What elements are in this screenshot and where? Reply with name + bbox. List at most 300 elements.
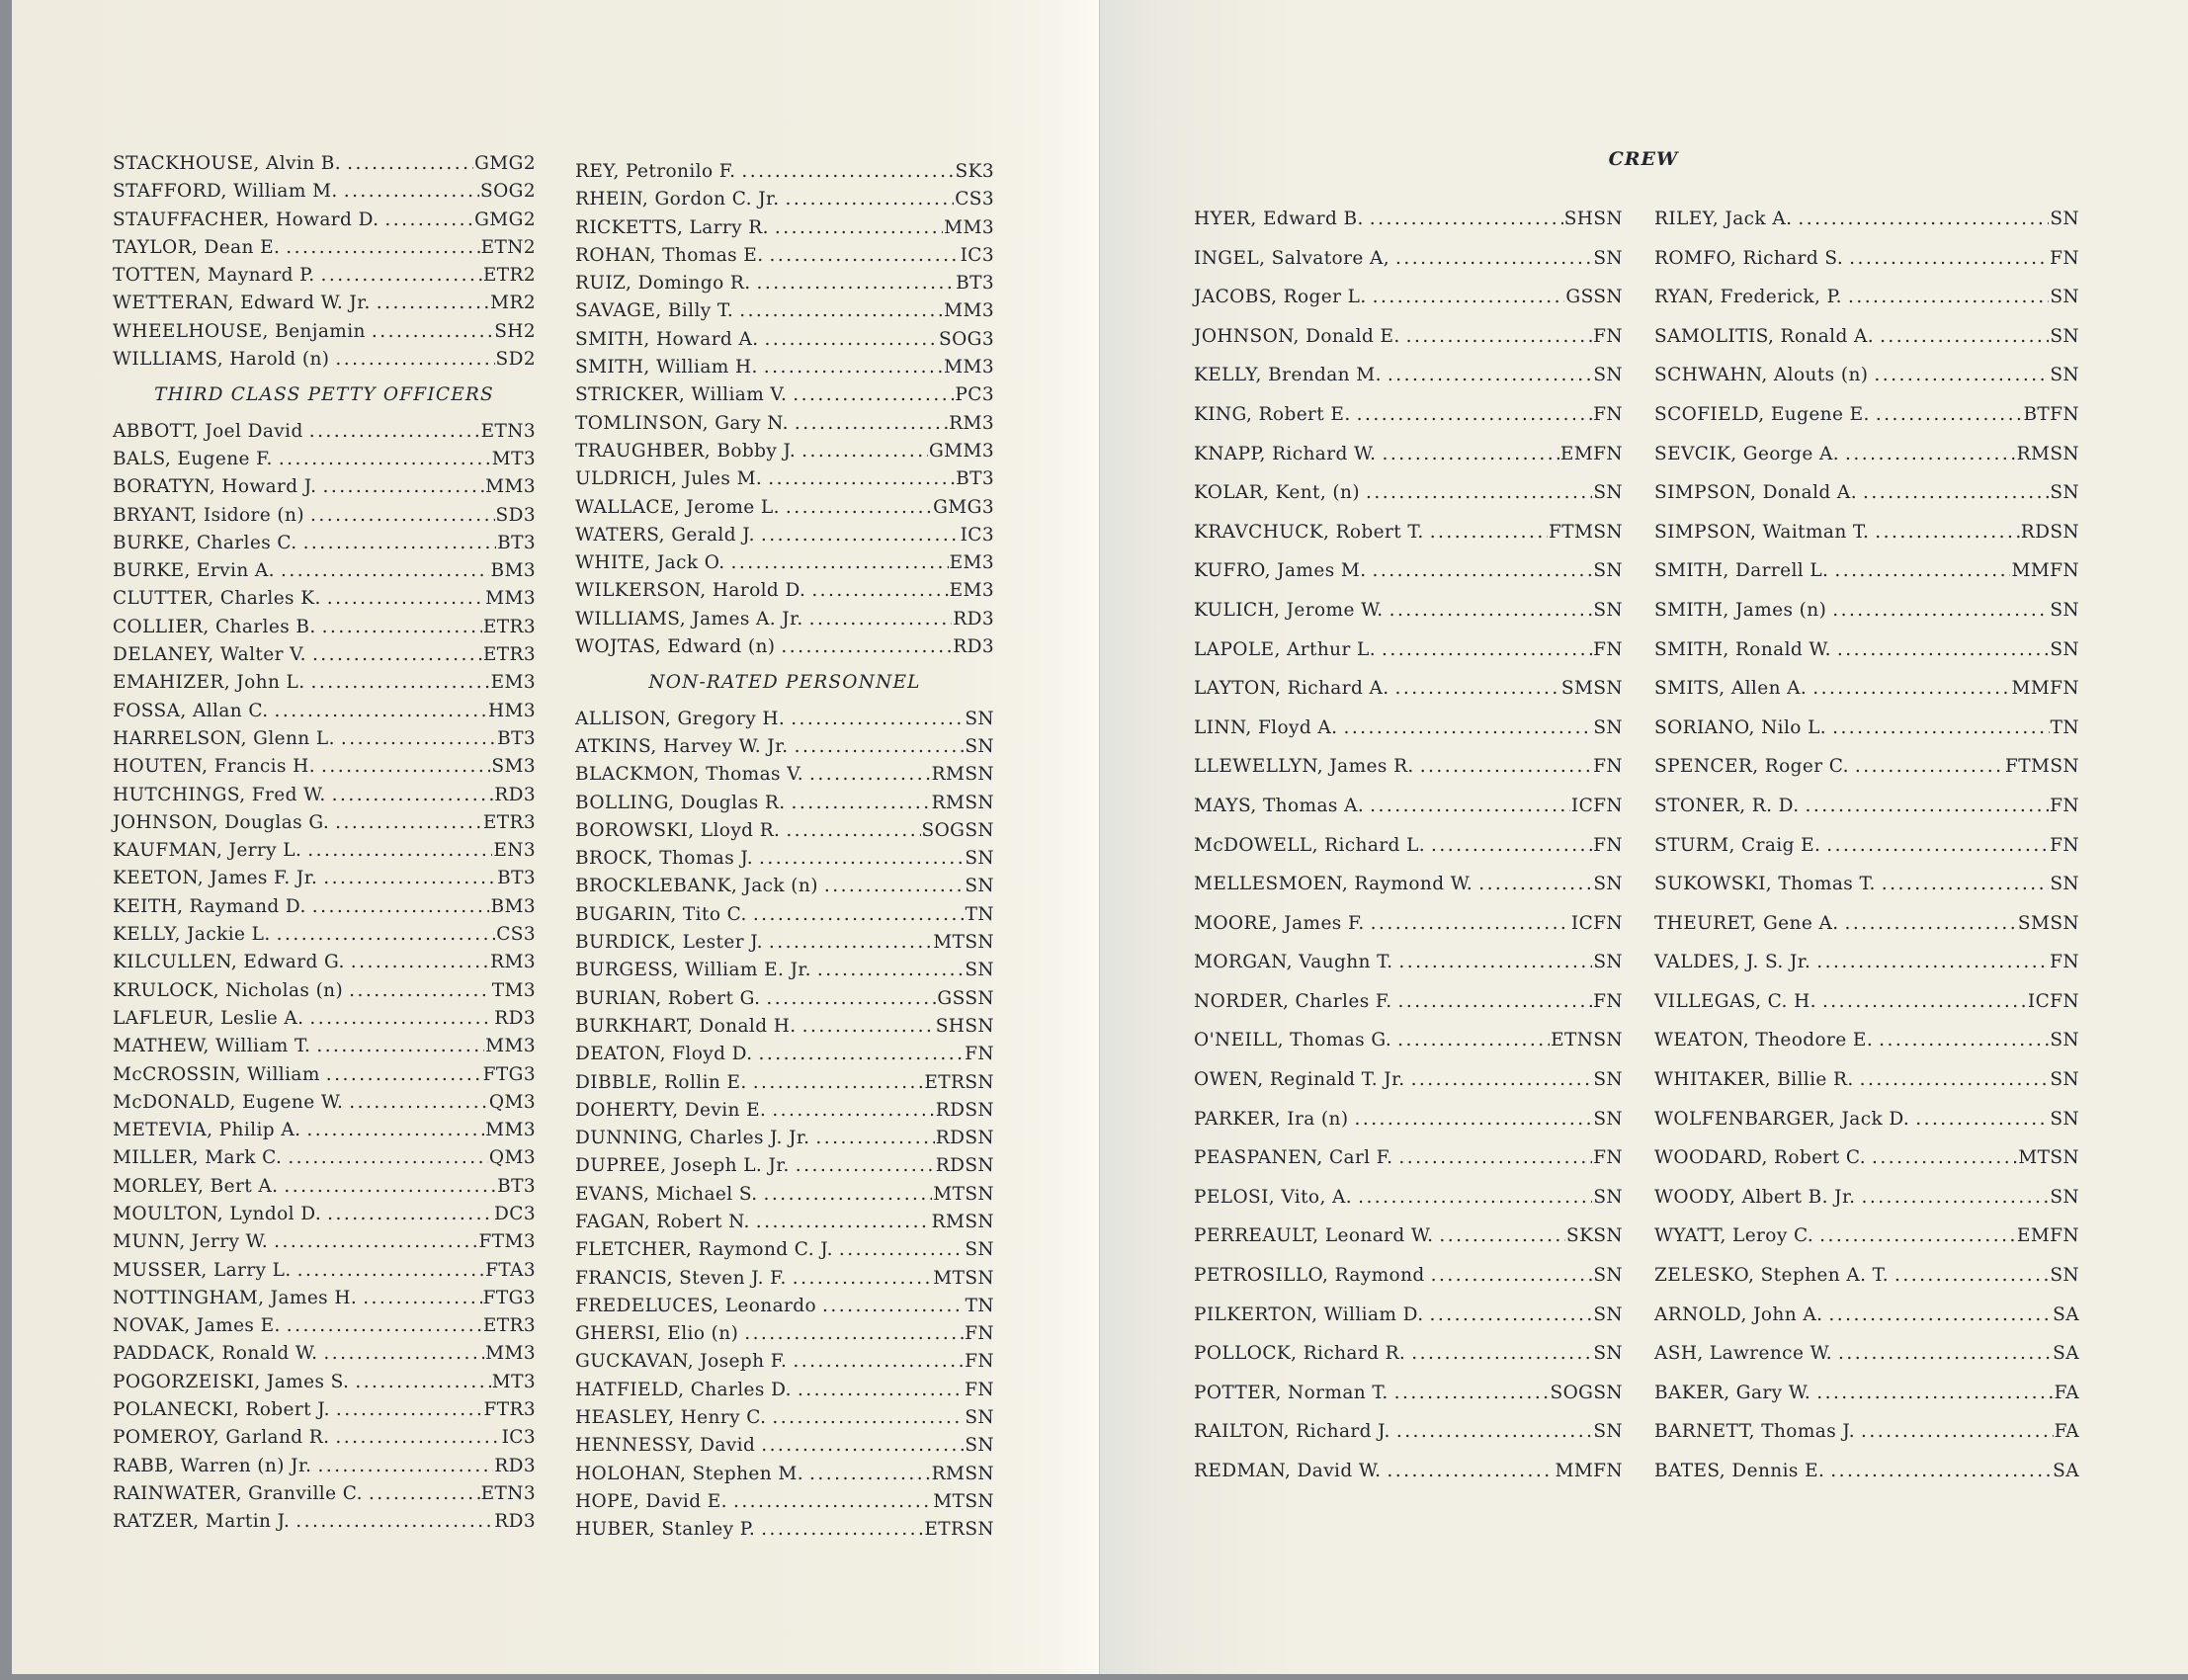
- crew-member-rate: TN: [965, 903, 994, 925]
- dot-leader: [786, 494, 932, 522]
- crew-member-name: SMITH, Ronald W.: [1654, 638, 1831, 660]
- crew-member-rate: BM3: [490, 895, 536, 917]
- crew-member-name: ROMFO, Richard S.: [1654, 247, 1844, 269]
- crew-member-name: DOHERTY, Devin E.: [575, 1099, 767, 1121]
- dot-leader: [288, 1144, 488, 1172]
- crew-member-rate: RMSN: [2016, 443, 2079, 464]
- crew-member-name: BALS, Eugene F.: [113, 448, 273, 469]
- crew-member-rate: FN: [1593, 403, 1623, 425]
- roster-entry: [1194, 1021, 1623, 1060]
- crew-member-rate: RMSN: [931, 792, 994, 813]
- crew-member-name: COLLIER, Charles B.: [113, 616, 316, 637]
- roster-entry: [113, 669, 536, 697]
- roster-entry: [113, 977, 536, 1005]
- roster-entry: [113, 1285, 536, 1312]
- dot-leader: [309, 418, 480, 446]
- crew-member-name: WEATON, Theodore E.: [1654, 1030, 1874, 1051]
- crew-member-rate: EMFN: [2016, 1225, 2079, 1247]
- dot-leader: [1845, 904, 2017, 944]
- crew-member-name: ROHAN, Thomas E.: [575, 244, 764, 266]
- dot-leader: [327, 585, 484, 613]
- crew-member-rate: SN: [2050, 638, 2079, 660]
- dot-leader: [1837, 630, 2049, 670]
- roster-entry: [575, 1041, 994, 1068]
- crew-member-rate: MM3: [944, 300, 994, 322]
- dot-leader: [756, 1209, 931, 1236]
- dot-leader: [1430, 513, 1548, 552]
- crew-member-rate: SN: [965, 876, 994, 897]
- crew-member-rate: RD3: [953, 636, 994, 658]
- dot-leader: [1406, 317, 1593, 357]
- dot-leader: [277, 921, 496, 949]
- crew-member-rate: BT3: [956, 468, 994, 490]
- dot-leader: [1396, 1412, 1593, 1452]
- dot-leader: [1395, 669, 1560, 709]
- roster-entry: [575, 1069, 994, 1097]
- dot-leader: [741, 158, 954, 186]
- roster-entry: [113, 698, 536, 725]
- crew-member-name: POLLOCK, Richard R.: [1194, 1343, 1406, 1365]
- crew-member-rate: MM3: [944, 216, 994, 238]
- crew-member-name: HARRELSON, Glenn L.: [113, 727, 335, 749]
- crew-member-rate: RD3: [494, 1455, 536, 1476]
- crew-member-rate: MM3: [485, 1036, 536, 1057]
- roster-entry: [1194, 709, 1623, 748]
- dot-leader: [1430, 1296, 1593, 1335]
- dot-leader: [312, 893, 490, 921]
- roster-entry: [575, 494, 994, 522]
- roster-entry: [113, 921, 536, 949]
- roster-entry: [1194, 1060, 1623, 1100]
- crew-member-rate: BT3: [497, 868, 536, 889]
- right-column-1: [1194, 200, 1623, 1491]
- crew-member-name: CLUTTER, Charles K.: [113, 588, 321, 610]
- dot-leader: [1382, 630, 1592, 670]
- roster-entry: [575, 957, 994, 984]
- crew-member-name: WHITAKER, Billie R.: [1654, 1069, 1854, 1091]
- crew-member-name: PADDACK, Ronald W.: [113, 1343, 318, 1365]
- crew-member-rate: SN: [2050, 874, 2079, 895]
- crew-member-name: MORLEY, Bert A.: [113, 1175, 279, 1197]
- crew-member-rate: EM3: [949, 552, 994, 574]
- roster-entry: [575, 1152, 994, 1180]
- dot-leader: [1816, 1374, 2053, 1413]
- roster-entry: [113, 1480, 536, 1508]
- dot-leader: [284, 1173, 496, 1201]
- crew-member-name: TOTTEN, Maynard P.: [113, 265, 315, 287]
- crew-member-rate: QM3: [488, 1091, 536, 1113]
- crew-member-rate: SN: [1593, 1186, 1623, 1208]
- dot-leader: [351, 949, 489, 976]
- dot-leader: [1370, 787, 1570, 826]
- crew-member-rate: RMSN: [931, 764, 994, 786]
- dot-leader: [769, 242, 959, 270]
- crew-member-name: PERREAULT, Leonard W.: [1194, 1225, 1434, 1247]
- roster-entry: [575, 1461, 994, 1488]
- crew-member-name: STAUFFACHER, Howard D.: [113, 209, 379, 230]
- crew-member-name: KING, Robert E.: [1194, 403, 1351, 425]
- crew-member-name: FREDELUCES, Leonardo: [575, 1295, 817, 1316]
- roster-entry: [575, 1516, 994, 1544]
- crew-member-rate: RD3: [494, 1007, 536, 1029]
- crew-member-rate: HM3: [487, 700, 536, 721]
- crew-member-rate: FTMSN: [1549, 521, 1623, 543]
- dot-leader: [768, 465, 955, 493]
- crew-member-name: MILLER, Mark C.: [113, 1147, 283, 1169]
- crew-member-name: ABBOTT, Joel David: [113, 420, 303, 442]
- crew-member-name: WYATT, Leroy C.: [1654, 1225, 1814, 1247]
- dot-leader: [795, 733, 965, 761]
- dot-leader: [1370, 200, 1563, 239]
- roster-entry: [1654, 278, 2079, 317]
- roster-entry: [575, 577, 994, 605]
- roster-entry: [1654, 473, 2079, 513]
- crew-member-rate: SN: [2050, 1108, 2079, 1130]
- dot-leader: [1882, 865, 2050, 904]
- crew-member-name: REDMAN, David W.: [1194, 1461, 1382, 1481]
- dot-leader: [303, 530, 497, 557]
- crew-member-rate: MR2: [490, 293, 536, 314]
- roster-entry: [1194, 435, 1623, 474]
- roster-entry: [1654, 747, 2079, 787]
- roster-entry: [1654, 1178, 2079, 1218]
- roster-entry: [575, 297, 994, 325]
- crew-member-rate: MTSN: [933, 932, 994, 954]
- crew-member-rate: SN: [2050, 365, 2079, 386]
- roster-entry: [1654, 1412, 2079, 1452]
- dot-leader: [327, 1201, 493, 1228]
- roster-entry: [1194, 1256, 1623, 1296]
- crew-member-name: WOJTAS, Edward (n): [575, 636, 776, 658]
- crew-member-rate: FN: [2050, 795, 2079, 816]
- roster-entry: [1194, 200, 1623, 239]
- crew-member-rate: SN: [1593, 1108, 1623, 1130]
- roster-entry: [1654, 787, 2079, 826]
- crew-member-name: STAFFORD, William M.: [113, 181, 338, 203]
- crew-member-rate: FTG3: [482, 1287, 536, 1308]
- crew-member-rate: MM3: [485, 588, 536, 610]
- roster-entry: [1654, 395, 2079, 435]
- dot-leader: [1915, 1100, 2049, 1139]
- crew-member-name: JACOBS, Roger L.: [1194, 287, 1367, 308]
- dot-leader: [1398, 982, 1593, 1022]
- roster-entry: [1654, 1217, 2079, 1256]
- dot-leader: [1389, 591, 1593, 630]
- dot-leader: [1828, 1296, 2052, 1335]
- dot-leader: [1826, 826, 2049, 866]
- roster-entry: [1654, 904, 2079, 944]
- roster-entry: [1654, 1296, 2079, 1335]
- crew-member-name: HOLOHAN, Stephen M.: [575, 1463, 803, 1484]
- dot-leader: [1845, 435, 2016, 474]
- roster-entry: [113, 1201, 536, 1228]
- crew-member-name: ZELESKO, Stephen A. T.: [1654, 1265, 1889, 1287]
- crew-member-rate: FN: [965, 1379, 994, 1400]
- dot-leader: [344, 178, 479, 206]
- crew-member-name: MUSSER, Larry L.: [113, 1259, 292, 1281]
- crew-member-name: WOODY, Albert B. Jr.: [1654, 1186, 1856, 1208]
- crew-member-rate: ETR3: [482, 1315, 536, 1337]
- dot-leader: [286, 234, 479, 262]
- dot-leader: [744, 1320, 964, 1348]
- crew-member-rate: SN: [2050, 325, 2079, 347]
- roster-entry: [113, 418, 536, 446]
- roster-entry: [1654, 435, 2079, 474]
- roster-entry: [575, 606, 994, 633]
- roster-entry: [1194, 1217, 1623, 1256]
- crew-member-name: LAYTON, Richard A.: [1194, 678, 1389, 700]
- crew-member-rate: SN: [965, 1407, 994, 1429]
- dot-leader: [309, 1005, 493, 1033]
- crew-member-name: FAGAN, Robert N.: [575, 1211, 750, 1232]
- dot-leader: [824, 873, 964, 900]
- dot-leader: [1371, 904, 1570, 944]
- crew-member-name: SCOFIELD, Eugene E.: [1654, 403, 1870, 425]
- crew-member-rate: SN: [965, 735, 994, 757]
- crew-member-name: WHITE, Jack O.: [575, 552, 725, 574]
- dot-leader: [1894, 1256, 2049, 1296]
- crew-member-name: KEETON, James F. Jr.: [113, 868, 318, 889]
- dot-leader: [316, 1033, 484, 1060]
- crew-member-rate: SOG2: [480, 181, 536, 203]
- crew-title: CREW: [1608, 148, 1679, 170]
- crew-member-rate: FTA3: [485, 1259, 536, 1281]
- dot-leader: [1838, 1334, 2052, 1374]
- roster-entry: [113, 502, 536, 530]
- crew-member-name: TRAUGHBER, Bobby J.: [575, 440, 797, 462]
- crew-member-rate: SOGSN: [921, 819, 994, 841]
- crew-member-rate: SN: [1593, 560, 1623, 582]
- crew-member-name: SAVAGE, Billy T.: [575, 300, 734, 322]
- roster-entry: [1194, 1178, 1623, 1218]
- crew-member-name: FRANCIS, Steven J. F.: [575, 1267, 787, 1289]
- roster-entry: [113, 809, 536, 837]
- dot-leader: [384, 207, 473, 234]
- roster-entry: [575, 1377, 994, 1404]
- dot-leader: [772, 1404, 964, 1432]
- dot-leader: [279, 446, 491, 473]
- roster-entry: [575, 410, 994, 438]
- crew-member-name: RUIZ, Domingo R.: [575, 273, 751, 294]
- roster-entry: [1194, 239, 1623, 279]
- roster-entry: [113, 641, 536, 669]
- roster-entry: [113, 207, 536, 234]
- roster-entry: [1194, 356, 1623, 395]
- crew-member-rate: FN: [965, 1044, 994, 1065]
- dot-leader: [369, 1480, 480, 1508]
- dot-leader: [792, 790, 931, 817]
- dot-leader: [1366, 473, 1592, 513]
- crew-member-rate: BT3: [956, 273, 994, 294]
- roster-entry: [1194, 513, 1623, 552]
- dot-leader: [1816, 943, 2049, 982]
- crew-member-name: VILLEGAS, C. H.: [1654, 990, 1816, 1012]
- roster-entry: [1194, 1100, 1623, 1139]
- crew-member-rate: SN: [2050, 482, 2079, 504]
- dot-leader: [1855, 747, 2004, 787]
- crew-member-rate: FN: [2050, 834, 2079, 856]
- roster-entry: [113, 782, 536, 809]
- dot-leader: [759, 845, 964, 873]
- dot-leader: [1420, 747, 1592, 787]
- roster-entry: [113, 1228, 536, 1256]
- booklet-spread: [12, 0, 2188, 1674]
- dot-leader: [341, 725, 496, 753]
- crew-member-rate: MTSN: [933, 1183, 994, 1205]
- crew-member-name: POTTER, Norman T.: [1194, 1382, 1389, 1403]
- roster-entry: [1194, 826, 1623, 866]
- crew-member-rate: GMG2: [474, 209, 536, 230]
- roster-entry: [575, 242, 994, 270]
- roster-entry: [1194, 943, 1623, 982]
- dot-leader: [322, 473, 484, 501]
- crew-member-rate: TN: [965, 1295, 994, 1316]
- crew-member-name: EVANS, Michael S.: [575, 1183, 758, 1205]
- crew-member-rate: RMSN: [931, 1463, 994, 1484]
- crew-member-name: SMITH, James (n): [1654, 599, 1827, 621]
- dot-leader: [801, 438, 928, 465]
- dot-leader: [349, 977, 491, 1005]
- crew-member-rate: FN: [1593, 1147, 1623, 1169]
- crew-member-rate: SN: [1593, 716, 1623, 738]
- crew-member-name: KELLY, Jackie L.: [113, 924, 271, 946]
- crew-member-name: KUFRO, James M.: [1194, 560, 1367, 582]
- roster-entry: [575, 438, 994, 465]
- dot-leader: [1872, 1138, 2017, 1178]
- roster-entry: [1654, 1060, 2079, 1100]
- dot-leader: [321, 262, 482, 290]
- crew-member-rate: SN: [1593, 482, 1623, 504]
- roster-entry: [1654, 1138, 2079, 1178]
- dot-leader: [764, 354, 943, 381]
- dot-leader: [817, 957, 964, 984]
- roster-entry: [113, 865, 536, 892]
- crew-member-rate: SN: [1593, 1421, 1623, 1443]
- dot-leader: [733, 1488, 932, 1516]
- crew-member-name: PEASPANEN, Carl F.: [1194, 1147, 1393, 1169]
- dot-leader: [1354, 1100, 1592, 1139]
- roster-entry: [113, 893, 536, 921]
- roster-entry: [113, 557, 536, 585]
- roster-entry: [113, 1508, 536, 1536]
- roster-entry: [575, 1265, 994, 1293]
- roster-entry: [113, 1424, 536, 1452]
- crew-member-rate: SH2: [494, 320, 536, 342]
- crew-member-rate: SN: [1593, 1265, 1623, 1287]
- dot-leader: [281, 557, 490, 585]
- crew-member-rate: QM3: [488, 1147, 536, 1169]
- roster-entry: [575, 465, 994, 493]
- dot-leader: [322, 614, 482, 641]
- roster-entry: [113, 1061, 536, 1089]
- crew-member-rate: SHSN: [1563, 209, 1623, 229]
- crew-member-name: TOMLINSON, Gary N.: [575, 412, 789, 434]
- crew-member-rate: FN: [1593, 834, 1623, 856]
- crew-member-name: BLACKMON, Thomas V.: [575, 764, 804, 786]
- dot-leader: [793, 1348, 964, 1376]
- crew-member-name: BURKE, Ervin A.: [113, 560, 275, 582]
- crew-member-rate: CS3: [955, 189, 994, 210]
- crew-member-name: NOTTINGHAM, James H.: [113, 1287, 358, 1308]
- dot-leader: [1848, 278, 2049, 317]
- crew-member-rate: SN: [1593, 1303, 1623, 1325]
- dot-leader: [321, 753, 490, 781]
- crew-member-name: RABB, Warren (n) Jr.: [113, 1455, 312, 1476]
- dot-leader: [761, 1516, 923, 1544]
- dot-leader: [1398, 1138, 1592, 1178]
- crew-member-name: WOLFENBARGER, Jack D.: [1654, 1108, 1910, 1130]
- crew-member-rate: MTSN: [933, 1490, 994, 1512]
- dot-leader: [739, 297, 943, 325]
- roster-entry: [1194, 551, 1623, 591]
- dot-leader: [275, 698, 487, 725]
- dot-leader: [1397, 1021, 1550, 1060]
- roster-entry: [1654, 1374, 2079, 1413]
- roster-entry: [113, 725, 536, 753]
- crew-member-name: ATKINS, Harvey W. Jr.: [575, 735, 789, 757]
- dot-leader: [335, 809, 482, 837]
- crew-member-rate: SN: [965, 1435, 994, 1457]
- roster-entry: [113, 1340, 536, 1368]
- crew-member-name: BURDICK, Lester J.: [575, 932, 763, 954]
- dot-leader: [1431, 826, 1592, 866]
- dot-leader: [786, 186, 955, 213]
- dot-leader: [363, 1285, 481, 1312]
- crew-member-rate: ETNSN: [1551, 1030, 1623, 1051]
- crew-member-rate: SD2: [495, 349, 536, 371]
- roster-entry: [575, 354, 994, 381]
- dot-leader: [781, 633, 952, 661]
- roster-entry: [1654, 709, 2079, 748]
- crew-member-rate: SN: [1593, 952, 1623, 973]
- dot-leader: [1373, 278, 1565, 317]
- dot-leader: [786, 817, 920, 845]
- crew-member-name: BURKHART, Donald H.: [575, 1015, 797, 1037]
- crew-member-rate: ETN3: [480, 1482, 536, 1504]
- dot-leader: [347, 150, 473, 178]
- roster-entry: [1194, 787, 1623, 826]
- crew-member-rate: FN: [1593, 325, 1623, 347]
- crew-member-rate: RDSN: [935, 1128, 994, 1149]
- roster-entry: [575, 158, 994, 186]
- crew-member-rate: SN: [1593, 1343, 1623, 1365]
- roster-entry: [575, 929, 994, 957]
- roster-entry: [113, 1144, 536, 1172]
- roster-entry: [113, 837, 536, 865]
- crew-member-rate: RM3: [949, 412, 994, 434]
- crew-member-name: PARKER, Ira (n): [1194, 1108, 1349, 1130]
- crew-member-name: KILCULLEN, Edward G.: [113, 952, 345, 973]
- dot-leader: [1387, 1452, 1554, 1491]
- crew-member-name: NOVAK, James E.: [113, 1315, 281, 1337]
- crew-member-name: SMITS, Allen A.: [1654, 678, 1808, 700]
- roster-entry: [1654, 943, 2079, 982]
- roster-entry: [1194, 982, 1623, 1022]
- roster-entry: [1654, 826, 2079, 866]
- dot-leader: [809, 606, 953, 633]
- crew-member-rate: RM3: [490, 952, 536, 973]
- crew-member-rate: EM3: [490, 672, 536, 694]
- dot-leader: [753, 901, 965, 929]
- crew-member-name: REY, Petronilo F.: [575, 161, 736, 182]
- dot-leader: [757, 270, 956, 297]
- roster-entry: [575, 1293, 994, 1320]
- crew-member-rate: SA: [2053, 1303, 2079, 1325]
- crew-member-name: BATES, Dennis E.: [1654, 1461, 1825, 1481]
- roster-entry: [113, 318, 536, 346]
- dot-leader: [335, 346, 494, 374]
- roster-entry: [113, 753, 536, 781]
